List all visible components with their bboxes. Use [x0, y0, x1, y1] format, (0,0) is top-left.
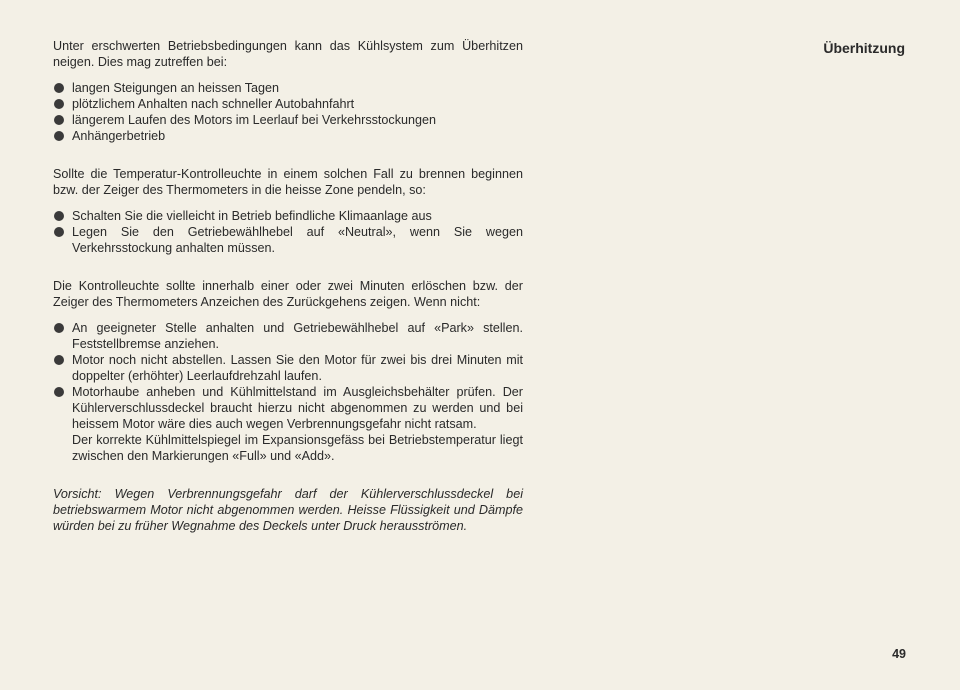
first-actions-list: [53, 208, 523, 256]
bullet-icon: [54, 115, 64, 125]
list-item: Motorhaube anheben und Kühlmittelstand im Ausgleichsbehälter prüfen. Der Kühlerverschlussdeckel braucht hierzu nicht abgenommen zu werden und bei heissem Motor wäre dies auch wegen Verbrennungsgefahr nicht ratsam. Der korrekte Kühlmittelspiegel im Expansionsgefäss bei Betriebstemperatur liegt zwischen den Markierungen «Full» und «Add».: [53, 384, 523, 464]
intro-paragraph: Unter erschwerten Betriebsbedingungen kann das Kühlsystem zum Überhitzen neigen. Dies mag zutreffen bei:: [53, 39, 523, 69]
page-number: 49: [892, 647, 906, 661]
text-column: [53, 38, 523, 534]
bullet-icon: [54, 387, 64, 397]
list-item: langen Steigungen an heissen Tagen: [53, 80, 523, 96]
bullet-icon: [54, 83, 64, 93]
bullet-icon: [54, 323, 64, 333]
coolant-note: Der korrekte Kühlmittelspiegel im Expansionsgefäss bei Betriebstemperatur liegt zwischen den Markierungen «Full» und «Add».: [72, 433, 523, 463]
bullet-icon: [54, 355, 64, 365]
conditions-list: [53, 80, 523, 144]
list-item: längerem Laufen des Motors im Leerlauf bei Verkehrsstockungen: [53, 112, 523, 128]
if-light-paragraph: Sollte die Temperatur-Kontrolleuchte in einem solchen Fall zu brennen beginnen bzw. der Zeiger des Thermometers in die heisse Zone pendeln, so:: [53, 167, 523, 197]
further-actions-list: [53, 320, 523, 464]
caution-note: Vorsicht: Wegen Verbrennungsgefahr darf der Kühlerverschlussdeckel bei betriebswarmem Motor nicht abgenommen werden. Heisse Flüssigkeit und Dämpfe würden bei zu früher Wegnahme des Deckels unter Druck herausströmen.: [53, 487, 523, 533]
list-item: Legen Sie den Getriebewählhebel auf «Neutral», wenn Sie wegen Verkehrsstockung anhalten müssen.: [53, 224, 523, 256]
list-item: Schalten Sie die vielleicht in Betrieb befindliche Klimaanlage aus: [53, 208, 523, 224]
bullet-icon: [54, 211, 64, 221]
bullet-icon: [54, 99, 64, 109]
if-not-paragraph: Die Kontrolleuchte sollte innerhalb einer oder zwei Minuten erlöschen bzw. der Zeiger des Thermometers Anzeichen des Zurückgehens zeigen. Wenn nicht:: [53, 279, 523, 309]
bullet-icon: [54, 227, 64, 237]
list-item: An geeigneter Stelle anhalten und Getriebewählhebel auf «Park» stellen. Feststellbremse anziehen.: [53, 320, 523, 352]
bullet-icon: [54, 131, 64, 141]
list-item: plötzlichem Anhalten nach schneller Autobahnfahrt: [53, 96, 523, 112]
list-item: Anhängerbetrieb: [53, 128, 523, 144]
section-heading: Überhitzung: [823, 40, 905, 56]
list-item: Motor noch nicht abstellen. Lassen Sie den Motor für zwei bis drei Minuten mit doppelter (erhöhter) Leerlaufdrehzahl laufen.: [53, 352, 523, 384]
